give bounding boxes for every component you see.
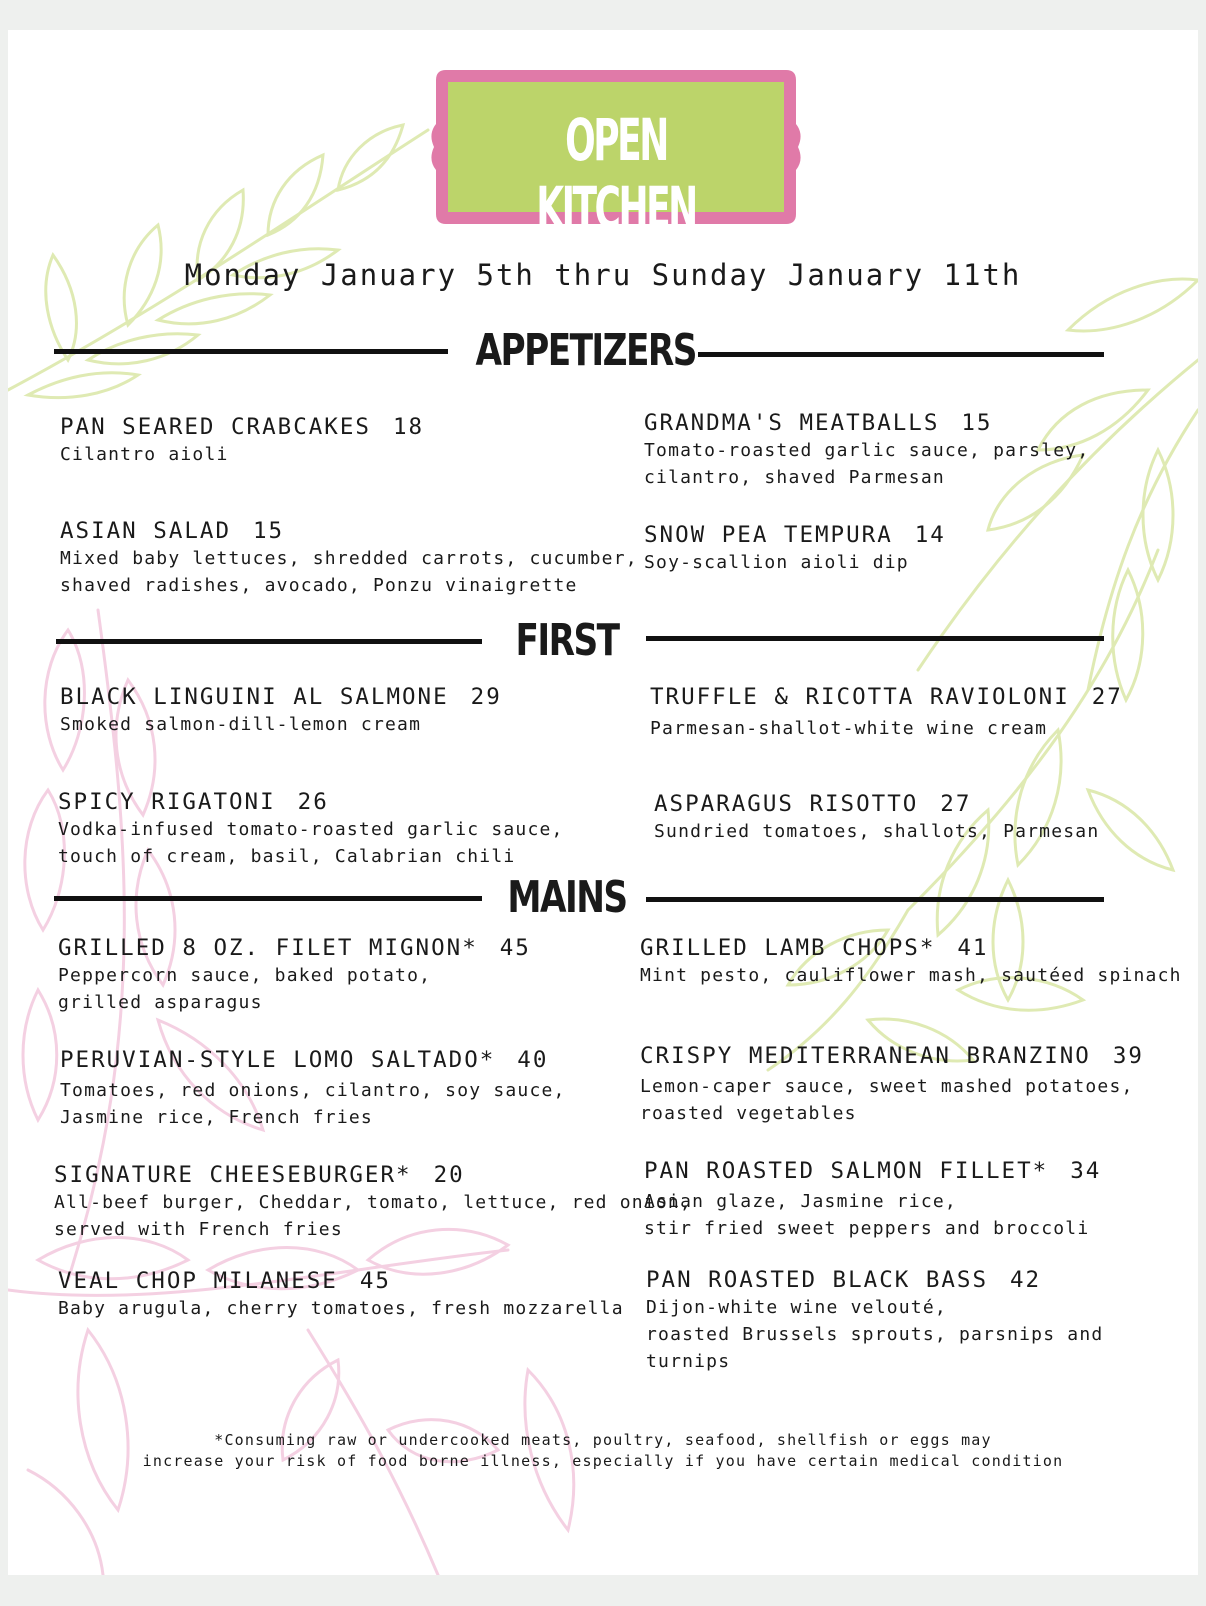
item-name: PAN ROASTED SALMON FILLET* 34 [644, 1158, 1102, 1184]
item-name: TRUFFLE & RICOTTA RAVIOLONI 27 [650, 684, 1123, 710]
item-price: 29 [470, 684, 502, 710]
item-price: 15 [961, 410, 993, 436]
item-price: 20 [433, 1162, 465, 1188]
item-description: Parmesan-shallot-white wine cream [650, 718, 1048, 739]
item-description: Mint pesto, cauliflower mash, sautéed spinach [640, 965, 1182, 986]
item-description: All-beef burger, Cheddar, tomato, lettuce, red onion, served with French fries [54, 1192, 692, 1240]
menu-item [644, 521, 946, 576]
item-name: SPICY RIGATONI 26 [58, 789, 329, 815]
item-price: 42 [1010, 1267, 1042, 1293]
disclaimer: *Consuming raw or undercooked meats, poultry, seafood, shellfish or eggs may increase your risk of food borne illness, especially if you have certain medical condition [142, 1431, 1064, 1470]
section-rule [56, 639, 482, 644]
item-name: GRANDMA'S MEATBALLS 15 [644, 410, 993, 436]
menu-item [60, 1046, 566, 1131]
item-price: 45 [499, 935, 531, 961]
item-price: 15 [253, 518, 285, 544]
item-name: VEAL CHOP MILANESE 45 [58, 1268, 391, 1294]
item-description: Sundried tomatoes, shallots, Parmesan [654, 821, 1100, 842]
item-price: 34 [1070, 1158, 1102, 1184]
section-rule [646, 897, 1104, 902]
item-description: Tomato-roasted garlic sauce, parsley, cilantro, shaved Parmesan [644, 440, 1090, 488]
item-price: 27 [940, 791, 972, 817]
item-name: ASIAN SALAD 15 [60, 518, 285, 544]
item-name: CRISPY MEDITERRANEAN BRANZINO 39 [640, 1043, 1144, 1069]
item-description: Smoked salmon-dill-lemon cream [60, 714, 422, 735]
item-description: Asian glaze, Jasmine rice, stir fried sweet peppers and broccoli [644, 1191, 1090, 1239]
item-price: 14 [914, 522, 946, 548]
menu-item [650, 683, 1123, 742]
menu-item [654, 790, 1099, 845]
menu-item [644, 409, 1089, 491]
item-price: 18 [392, 414, 425, 440]
item-description: Baby arugula, cherry tomatoes, fresh mozzarella [58, 1298, 624, 1319]
item-name: BLACK LINGUINI AL SALMONE 29 [60, 684, 502, 710]
item-name: SNOW PEA TEMPURA 14 [644, 522, 946, 548]
item-price: 41 [957, 935, 989, 961]
menu-item [60, 413, 424, 468]
logo [426, 66, 806, 242]
item-price: 40 [517, 1047, 549, 1073]
section-rule [54, 896, 482, 901]
item-price: 26 [297, 789, 329, 815]
section-title: APPETIZERS [475, 325, 696, 376]
menu-item [54, 1161, 692, 1243]
item-name: GRILLED LAMB CHOPS* 41 [640, 935, 989, 961]
item-description: Vodka-infused tomato-roasted garlic sauce, touch of cream, basil, Calabrian chili [58, 819, 564, 867]
menu-item [58, 788, 564, 870]
brand-name: OPEN KITCHEN [536, 106, 696, 242]
menu-page [8, 30, 1198, 1575]
item-description: Peppercorn sauce, baked potato, grilled asparagus [58, 965, 432, 1013]
section-rule [646, 636, 1104, 641]
menu-item [644, 1157, 1101, 1242]
item-name: PAN ROASTED BLACK BASS 42 [646, 1267, 1042, 1293]
menu-item [60, 517, 638, 599]
item-name: PERUVIAN-STYLE LOMO SALTADO* 40 [60, 1047, 549, 1073]
item-name: SIGNATURE CHEESEBURGER* 20 [54, 1162, 465, 1188]
item-description: Tomatoes, red onions, cilantro, soy sauce, Jasmine rice, French fries [60, 1080, 566, 1128]
item-name: GRILLED 8 OZ. FILET MIGNON* 45 [58, 935, 531, 961]
item-price: 39 [1112, 1043, 1144, 1069]
item-price: 27 [1091, 684, 1123, 710]
menu-item [640, 934, 1182, 989]
item-description: Dijon-white wine velouté, roasted Brussels sprouts, parsnips and turnips [646, 1297, 1104, 1372]
menu-item [646, 1266, 1198, 1375]
menu-item [60, 683, 502, 738]
section-rule [698, 352, 1104, 357]
item-description: Lemon-caper sauce, sweet mashed potatoes, roasted vegetables [640, 1076, 1134, 1124]
menu-item [58, 934, 531, 1016]
item-description: Soy-scallion aioli dip [644, 552, 909, 573]
item-price: 45 [359, 1268, 391, 1294]
date-range: Monday January 5th thru Sunday January 11th [184, 258, 1022, 292]
item-description: Mixed baby lettuces, shredded carrots, cucumber, shaved radishes, avocado, Ponzu vinaigrette [60, 548, 638, 596]
menu-item [58, 1267, 624, 1322]
item-description: Cilantro aioli [60, 444, 229, 465]
item-name: ASPARAGUS RISOTTO 27 [654, 791, 972, 817]
section-title: MAINS [507, 872, 627, 923]
menu-item [640, 1042, 1144, 1127]
section-title: FIRST [515, 615, 619, 666]
section-rule [54, 349, 448, 354]
item-name: PAN SEARED CRABCAKES 18 [60, 414, 425, 440]
